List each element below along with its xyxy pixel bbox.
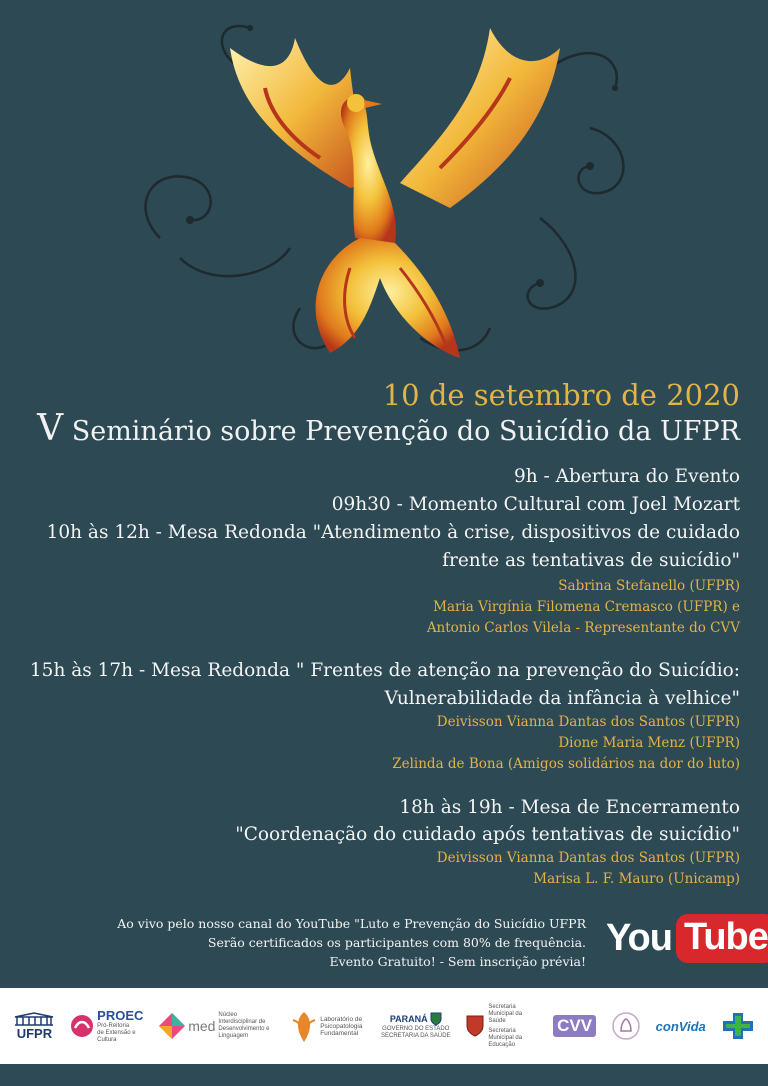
med-diamond-icon: [158, 1012, 186, 1040]
health-cross-logo: [721, 1011, 755, 1041]
panel2-speakers: [392, 712, 740, 775]
schedule-panel2-title: 15h às 17h - Mesa Redonda " Frentes de atenção na prevenção do Suicídio:: [29, 660, 740, 681]
med-logo: med Núcleo Interdisciplinar de Desenvolvimento e Linguagem: [158, 1012, 276, 1040]
speaker: Dione Maria Menz (UFPR): [558, 735, 740, 751]
event-title: [37, 408, 740, 449]
handprint-logo: [611, 1011, 641, 1041]
footer-livestream-info: Ao vivo pelo nosso canal do YouTube "Luto e Prevenção do Suicídio UFPR: [117, 916, 586, 931]
speaker: Sabrina Stefanello (UFPR): [558, 578, 740, 594]
proec-logo: PROEC Pró-Reitoria de Extensão e Cultura: [70, 1008, 143, 1044]
youtube-logo-tube: Tube: [676, 914, 768, 963]
hands-icon: [611, 1011, 641, 1041]
title-roman-numeral: V: [37, 408, 64, 449]
schedule-opening: 9h - Abertura do Evento: [513, 466, 740, 487]
phoenix-small-icon: [291, 1008, 317, 1044]
event-date: 10 de setembro de 2020: [382, 378, 740, 412]
speaker: Deivisson Vianna Dantas dos Santos (UFPR): [436, 714, 740, 730]
title-text: Seminário sobre Prevenção do Suicídio da UFPR: [63, 416, 740, 447]
speaker: Deivisson Vianna Dantas dos Santos (UFPR): [436, 850, 740, 866]
youtube-logo-you: You: [606, 916, 672, 959]
parana-logo: PARANÁ GOVERNO DO ESTADO SECRETARIA DA SAÚDE: [380, 1014, 451, 1039]
panel1-speakers: [427, 576, 740, 639]
phoenix-illustration: [120, 8, 640, 370]
schedule-cultural: 09h30 - Momento Cultural com Joel Mozart: [331, 494, 740, 515]
footer-free-event: Evento Gratuito! - Sem inscrição prévia!: [329, 954, 586, 969]
schedule-panel2-subtitle: Vulnerabilidade da infância à velhice": [384, 688, 740, 709]
schedule-panel1-subtitle: frente as tentativas de suicídio": [442, 550, 740, 571]
building-icon: [13, 1012, 55, 1026]
ufpr-logo: UFPR: [13, 1012, 55, 1041]
speaker: Marisa L. F. Mauro (Unicamp): [533, 871, 740, 887]
sponsor-logos-bar: [0, 988, 768, 1064]
schedule-panel1-title: 10h às 12h - Mesa Redonda "Atendimento à crise, dispositivos de cuidado: [46, 522, 740, 543]
schedule-panel3-title: 18h às 19h - Mesa de Encerramento: [399, 797, 740, 818]
speaker: Zelinda de Bona (Amigos solidários na dor do luto): [392, 756, 740, 772]
lab-psicopatologia-logo: Laboratório de Psicopatologia Fundamental: [291, 1008, 366, 1044]
medical-cross-icon: [721, 1011, 755, 1041]
shield-icon: [430, 1012, 442, 1026]
bottom-strip: [0, 1064, 768, 1086]
speaker: Antonio Carlos Vilela - Representante do CVV: [426, 620, 740, 636]
curitiba-secretarias-logo: Secretaria Municipal da Saúde Secretaria Municipal da Educação: [465, 1004, 538, 1049]
youtube-logo: [606, 912, 768, 964]
proec-icon: [70, 1014, 94, 1038]
footer-certificate-info: Serão certificados os participantes com 80% de frequência.: [207, 935, 586, 950]
speaker: Maria Virgínia Filomena Cremasco (UFPR) e: [433, 599, 740, 615]
schedule-panel3-subtitle: "Coordenação do cuidado após tentativas de suicídio": [235, 824, 740, 845]
panel3-speakers: [437, 848, 740, 890]
convida-logo: conVida: [655, 1018, 706, 1034]
cvv-logo: CVV: [553, 1015, 596, 1037]
city-crest-icon: [465, 1014, 485, 1038]
